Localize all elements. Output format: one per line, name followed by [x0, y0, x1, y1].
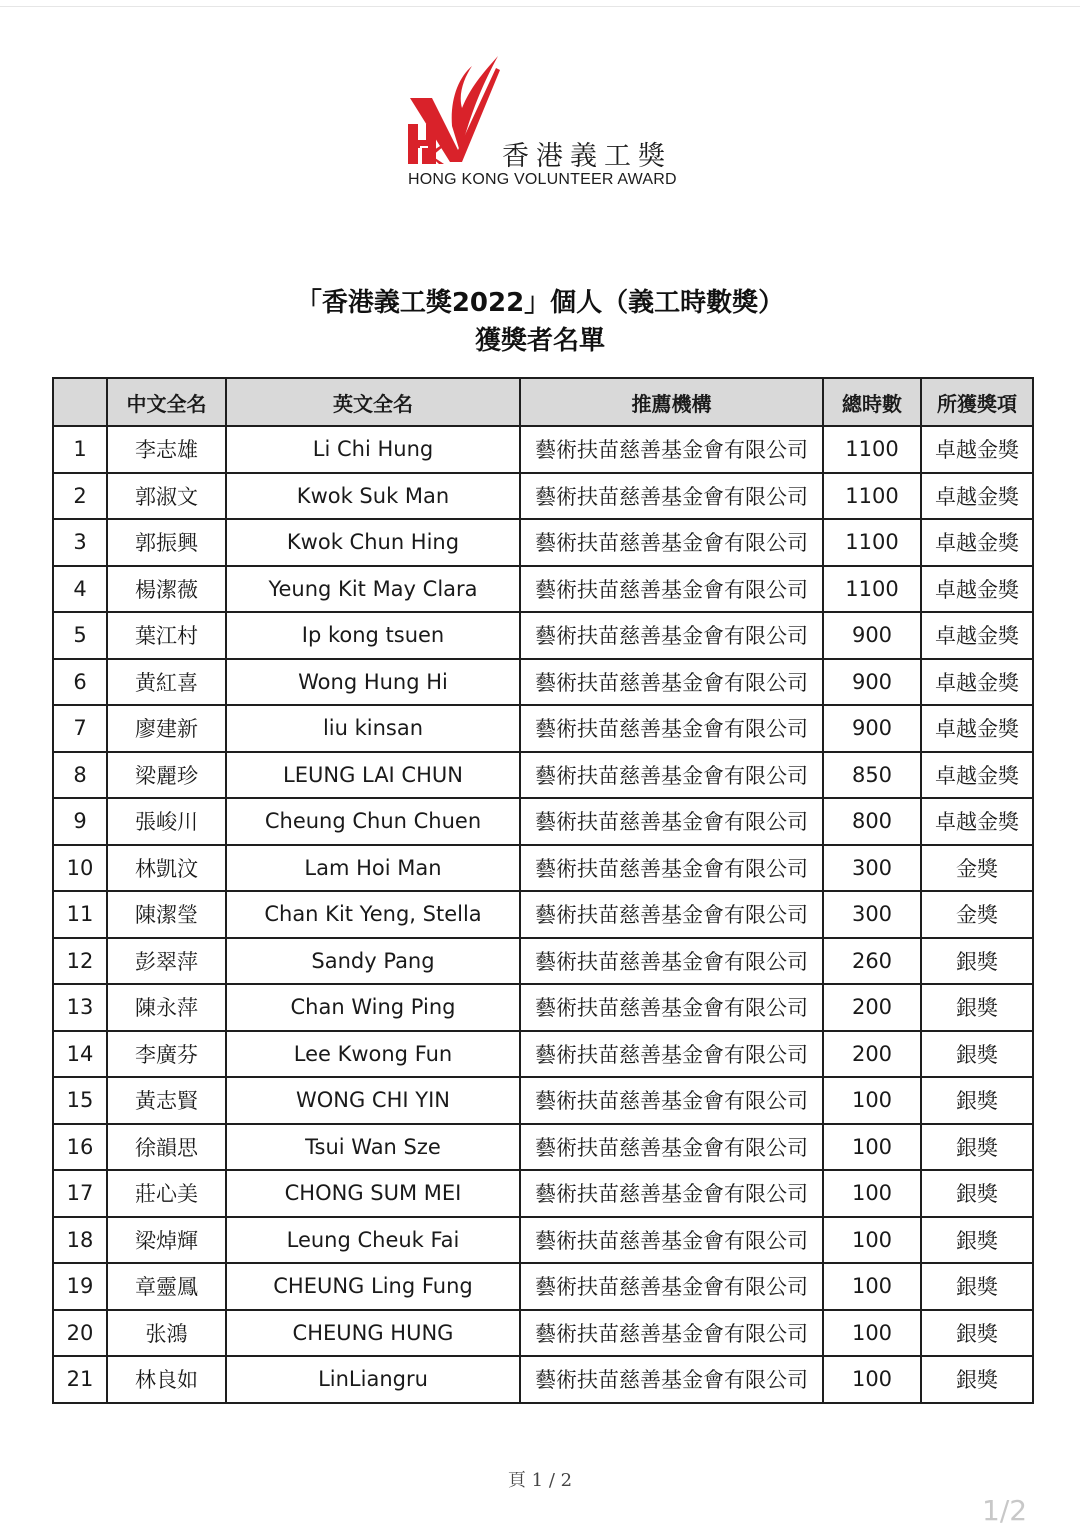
english-name-cell: Kwok Chun Hing — [226, 519, 520, 566]
nominating-org-cell: 藝術扶苗慈善基金會有限公司 — [520, 612, 823, 659]
document-title: 「香港義工獎2022」個人（義工時數獎） — [295, 288, 785, 318]
total-hours-cell: 100 — [823, 1170, 921, 1217]
table-row — [53, 1124, 1033, 1171]
award-cell: 卓越金獎 — [921, 752, 1033, 799]
row-index-cell: 20 — [53, 1310, 107, 1357]
total-hours-cell: 200 — [823, 1031, 921, 1078]
table-row — [53, 1170, 1033, 1217]
total-hours-cell: 900 — [823, 705, 921, 752]
table-row — [53, 798, 1033, 845]
nominating-org-cell: 藝術扶苗慈善基金會有限公司 — [520, 1356, 823, 1403]
table-row — [53, 612, 1033, 659]
chinese-name-cell: 張峻川 — [107, 798, 226, 845]
table-row — [53, 984, 1033, 1031]
total-hours-cell: 900 — [823, 659, 921, 706]
table-header-row — [53, 378, 1033, 426]
total-hours-cell: 100 — [823, 1263, 921, 1310]
table-row — [53, 891, 1033, 938]
hkva-logo — [400, 48, 700, 198]
row-index-cell: 21 — [53, 1356, 107, 1403]
english-name-cell: Lee Kwong Fun — [226, 1031, 520, 1078]
nominating-org-cell: 藝術扶苗慈善基金會有限公司 — [520, 1077, 823, 1124]
total-hours-cell: 1100 — [823, 473, 921, 520]
table-row — [53, 705, 1033, 752]
english-name-cell: Sandy Pang — [226, 938, 520, 985]
english-name-cell: Leung Cheuk Fai — [226, 1217, 520, 1264]
award-cell: 卓越金獎 — [921, 426, 1033, 473]
table-row — [53, 1077, 1033, 1124]
row-index-cell: 14 — [53, 1031, 107, 1078]
row-index-cell: 4 — [53, 566, 107, 613]
chinese-name-cell: 徐韻思 — [107, 1124, 226, 1171]
header-nominating-org: 推薦機構 — [520, 378, 823, 426]
chinese-name-cell: 林凱汶 — [107, 845, 226, 892]
document-subtitle: 獲獎者名單 — [474, 326, 605, 356]
award-cell: 卓越金獎 — [921, 519, 1033, 566]
total-hours-cell: 900 — [823, 612, 921, 659]
chinese-name-cell: 陳永萍 — [107, 984, 226, 1031]
total-hours-cell: 100 — [823, 1124, 921, 1171]
nominating-org-cell: 藝術扶苗慈善基金會有限公司 — [520, 752, 823, 799]
chinese-name-cell: 葉江村 — [107, 612, 226, 659]
english-name-cell: CHONG SUM MEI — [226, 1170, 520, 1217]
award-cell: 銀獎 — [921, 984, 1033, 1031]
english-name-cell: Yeung Kit May Clara — [226, 566, 520, 613]
award-cell: 銀獎 — [921, 1031, 1033, 1078]
total-hours-cell: 100 — [823, 1217, 921, 1264]
award-cell: 卓越金獎 — [921, 798, 1033, 845]
english-name-cell: Chan Wing Ping — [226, 984, 520, 1031]
row-index-cell: 16 — [53, 1124, 107, 1171]
header-award: 所獲獎項 — [921, 378, 1033, 426]
nominating-org-cell: 藝術扶苗慈善基金會有限公司 — [520, 1124, 823, 1171]
nominating-org-cell: 藝術扶苗慈善基金會有限公司 — [520, 659, 823, 706]
english-name-cell: LinLiangru — [226, 1356, 520, 1403]
page-footer: 頁 1 / 2 — [507, 1470, 573, 1491]
nominating-org-cell: 藝術扶苗慈善基金會有限公司 — [520, 891, 823, 938]
total-hours-cell: 200 — [823, 984, 921, 1031]
logo-chinese-name: 香港義工獎 — [502, 141, 672, 172]
chinese-name-cell: 黃志賢 — [107, 1077, 226, 1124]
nominating-org-cell: 藝術扶苗慈善基金會有限公司 — [520, 566, 823, 613]
nominating-org-cell: 藝術扶苗慈善基金會有限公司 — [520, 1310, 823, 1357]
row-index-cell: 8 — [53, 752, 107, 799]
english-name-cell: Ip kong tsuen — [226, 612, 520, 659]
english-name-cell: Chan Kit Yeng, Stella — [226, 891, 520, 938]
award-cell: 卓越金獎 — [921, 705, 1033, 752]
row-index-cell: 11 — [53, 891, 107, 938]
total-hours-cell: 100 — [823, 1356, 921, 1403]
chinese-name-cell: 章靈鳳 — [107, 1263, 226, 1310]
total-hours-cell: 300 — [823, 891, 921, 938]
english-name-cell: LEUNG LAI CHUN — [226, 752, 520, 799]
header-english-name: 英文全名 — [226, 378, 520, 426]
award-cell: 銀獎 — [921, 1170, 1033, 1217]
award-cell: 銀獎 — [921, 1124, 1033, 1171]
chinese-name-cell: 黄紅喜 — [107, 659, 226, 706]
chinese-name-cell: 张鴻 — [107, 1310, 226, 1357]
total-hours-cell: 260 — [823, 938, 921, 985]
chinese-name-cell: 廖建新 — [107, 705, 226, 752]
table-row — [53, 426, 1033, 473]
header-total-hours: 總時數 — [823, 378, 921, 426]
nominating-org-cell: 藝術扶苗慈善基金會有限公司 — [520, 705, 823, 752]
english-name-cell: Cheung Chun Chuen — [226, 798, 520, 845]
table-row — [53, 1310, 1033, 1357]
hkva-emblem-icon — [400, 48, 510, 168]
chinese-name-cell: 林良如 — [107, 1356, 226, 1403]
award-cell: 銀獎 — [921, 1356, 1033, 1403]
row-index-cell: 13 — [53, 984, 107, 1031]
nominating-org-cell: 藝術扶苗慈善基金會有限公司 — [520, 798, 823, 845]
chinese-name-cell: 梁焯輝 — [107, 1217, 226, 1264]
chinese-name-cell: 莊心美 — [107, 1170, 226, 1217]
row-index-cell: 10 — [53, 845, 107, 892]
nominating-org-cell: 藝術扶苗慈善基金會有限公司 — [520, 984, 823, 1031]
awardee-table — [52, 377, 1034, 1404]
table-row — [53, 1263, 1033, 1310]
row-index-cell: 9 — [53, 798, 107, 845]
english-name-cell: Li Chi Hung — [226, 426, 520, 473]
award-cell: 銀獎 — [921, 1217, 1033, 1264]
table-row — [53, 752, 1033, 799]
table-row — [53, 519, 1033, 566]
row-index-cell: 1 — [53, 426, 107, 473]
table-row — [53, 1356, 1033, 1403]
total-hours-cell: 1100 — [823, 566, 921, 613]
top-divider — [0, 6, 1080, 7]
award-cell: 卓越金獎 — [921, 566, 1033, 613]
nominating-org-cell: 藝術扶苗慈善基金會有限公司 — [520, 519, 823, 566]
award-cell: 銀獎 — [921, 1077, 1033, 1124]
nominating-org-cell: 藝術扶苗慈善基金會有限公司 — [520, 1031, 823, 1078]
award-cell: 卓越金獎 — [921, 659, 1033, 706]
english-name-cell: Wong Hung Hi — [226, 659, 520, 706]
row-index-cell: 7 — [53, 705, 107, 752]
nominating-org-cell: 藝術扶苗慈善基金會有限公司 — [520, 1170, 823, 1217]
total-hours-cell: 100 — [823, 1077, 921, 1124]
nominating-org-cell: 藝術扶苗慈善基金會有限公司 — [520, 426, 823, 473]
award-cell: 金獎 — [921, 891, 1033, 938]
nominating-org-cell: 藝術扶苗慈善基金會有限公司 — [520, 938, 823, 985]
row-index-cell: 17 — [53, 1170, 107, 1217]
table-row — [53, 566, 1033, 613]
award-cell: 銀獎 — [921, 1263, 1033, 1310]
chinese-name-cell: 李廣芬 — [107, 1031, 226, 1078]
row-index-cell: 19 — [53, 1263, 107, 1310]
chinese-name-cell: 郭淑文 — [107, 473, 226, 520]
total-hours-cell: 300 — [823, 845, 921, 892]
row-index-cell: 3 — [53, 519, 107, 566]
nominating-org-cell: 藝術扶苗慈善基金會有限公司 — [520, 1263, 823, 1310]
chinese-name-cell: 陳潔瑩 — [107, 891, 226, 938]
table-row — [53, 938, 1033, 985]
viewer-page-counter: 1/2 — [982, 1494, 1028, 1527]
table-row — [53, 659, 1033, 706]
chinese-name-cell: 郭振興 — [107, 519, 226, 566]
chinese-name-cell: 梁麗珍 — [107, 752, 226, 799]
row-index-cell: 5 — [53, 612, 107, 659]
nominating-org-cell: 藝術扶苗慈善基金會有限公司 — [520, 473, 823, 520]
table-row — [53, 1217, 1033, 1264]
header-index — [53, 378, 107, 426]
english-name-cell: Lam Hoi Man — [226, 845, 520, 892]
row-index-cell: 18 — [53, 1217, 107, 1264]
header-chinese-name: 中文全名 — [107, 378, 226, 426]
row-index-cell: 2 — [53, 473, 107, 520]
chinese-name-cell: 楊潔薇 — [107, 566, 226, 613]
total-hours-cell: 100 — [823, 1310, 921, 1357]
nominating-org-cell: 藝術扶苗慈善基金會有限公司 — [520, 1217, 823, 1264]
english-name-cell: CHEUNG Ling Fung — [226, 1263, 520, 1310]
award-cell: 銀獎 — [921, 1310, 1033, 1357]
english-name-cell: Kwok Suk Man — [226, 473, 520, 520]
award-cell: 卓越金獎 — [921, 473, 1033, 520]
table-row — [53, 473, 1033, 520]
chinese-name-cell: 李志雄 — [107, 426, 226, 473]
row-index-cell: 12 — [53, 938, 107, 985]
english-name-cell: Tsui Wan Sze — [226, 1124, 520, 1171]
table-row — [53, 1031, 1033, 1078]
total-hours-cell: 1100 — [823, 426, 921, 473]
award-cell: 卓越金獎 — [921, 612, 1033, 659]
award-cell: 銀獎 — [921, 938, 1033, 985]
english-name-cell: WONG CHI YIN — [226, 1077, 520, 1124]
english-name-cell: liu kinsan — [226, 705, 520, 752]
row-index-cell: 15 — [53, 1077, 107, 1124]
table-row — [53, 845, 1033, 892]
chinese-name-cell: 彭翠萍 — [107, 938, 226, 985]
total-hours-cell: 850 — [823, 752, 921, 799]
english-name-cell: CHEUNG HUNG — [226, 1310, 520, 1357]
logo-english-name: HONG KONG VOLUNTEER AWARD — [408, 171, 677, 188]
award-cell: 金獎 — [921, 845, 1033, 892]
total-hours-cell: 800 — [823, 798, 921, 845]
total-hours-cell: 1100 — [823, 519, 921, 566]
row-index-cell: 6 — [53, 659, 107, 706]
nominating-org-cell: 藝術扶苗慈善基金會有限公司 — [520, 845, 823, 892]
